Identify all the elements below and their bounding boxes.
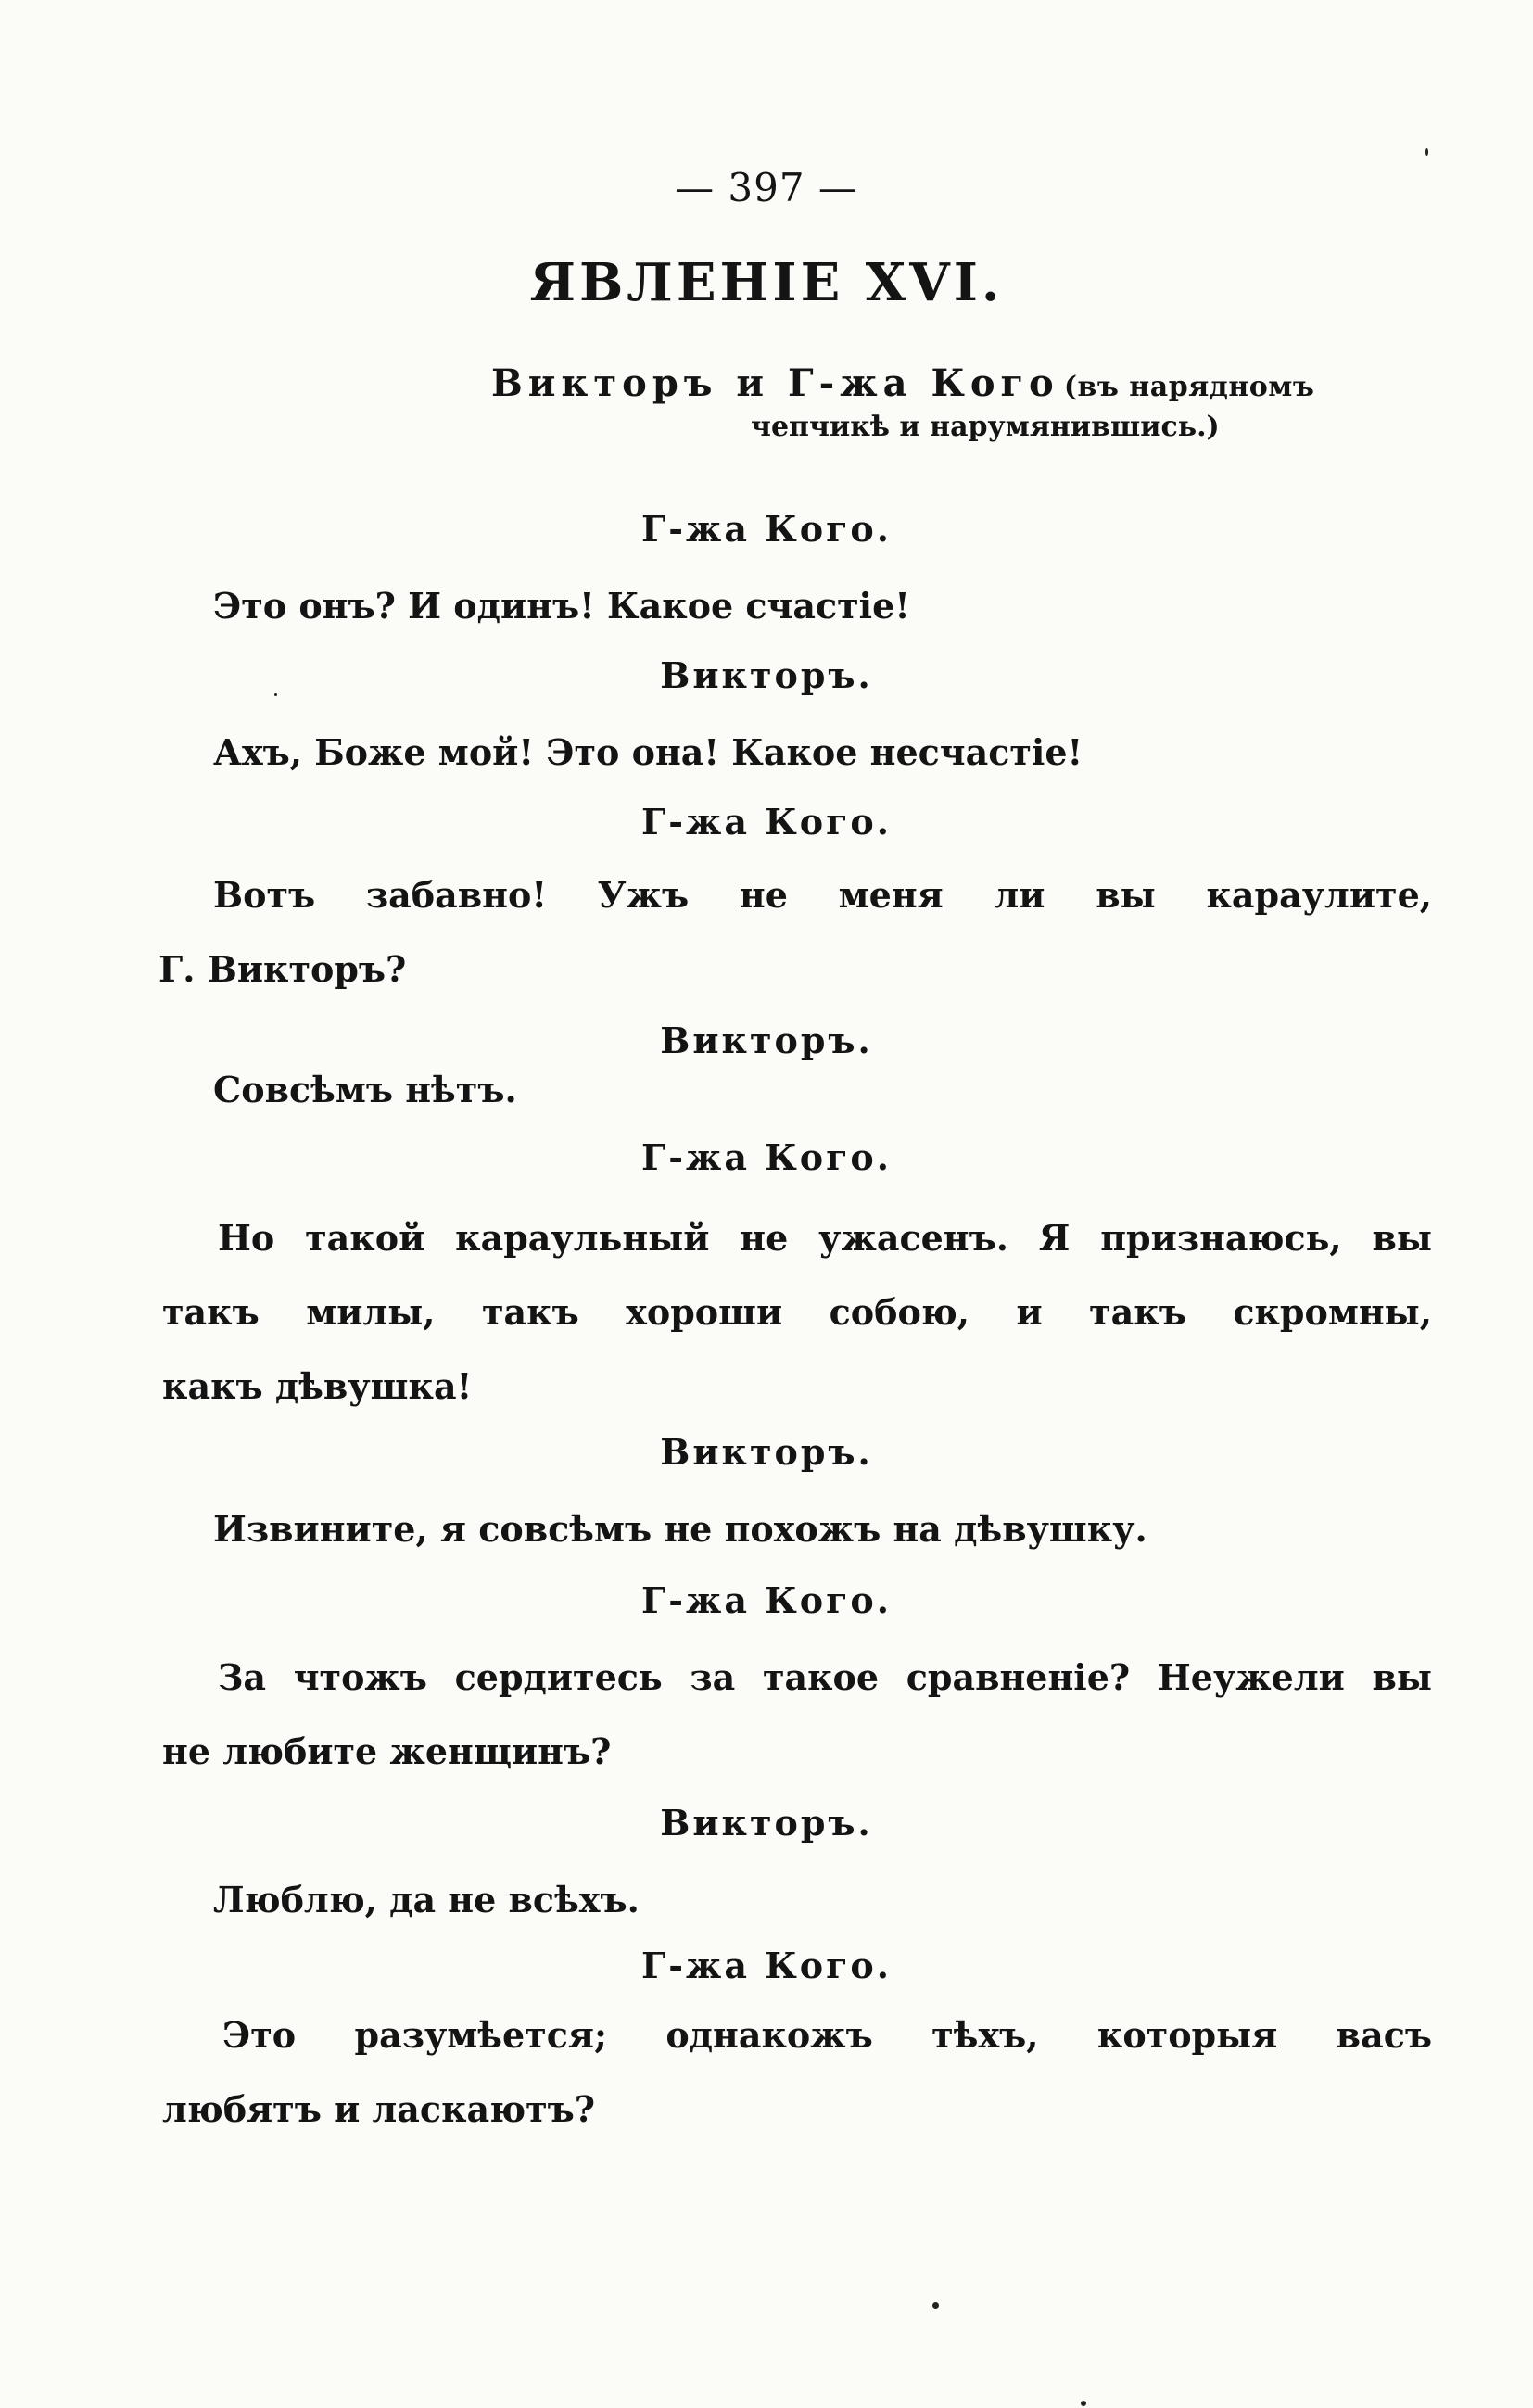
scene-title: ЯВЛЕНІЕ XVI. <box>529 252 1004 313</box>
speech-line: не любите женщинъ? <box>162 1730 612 1772</box>
cast-list <box>491 361 1418 443</box>
page-number: — 397 — <box>675 165 858 210</box>
stage-direction: (въ нарядномъ <box>1063 371 1315 403</box>
ink-speck <box>274 693 277 696</box>
speaker-name: Г-жа Кого. <box>640 1579 892 1621</box>
speaker-name: Викторъ. <box>660 654 873 696</box>
stage-direction-continued: чепчикѣ и нарумянившись.) <box>751 411 1220 443</box>
speech-line: Совсѣмъ нѣтъ. <box>213 1069 517 1110</box>
speech-text <box>162 1492 1432 1566</box>
speech-line: какъ дѣвушка! <box>162 1365 473 1407</box>
speech-line: Это разумѣется; однакожъ тѣхъ, которыя васъ <box>222 2014 1432 2056</box>
speech-text <box>162 1201 1432 1424</box>
speech-line: Это онъ? И одинъ! Какое счастіе! <box>213 585 910 627</box>
speaker-name: Г-жа Кого. <box>640 508 892 550</box>
speech-text <box>162 1641 1432 1789</box>
speech-line: такъ милы, такъ хороши собою, и такъ скромны, <box>162 1291 1432 1333</box>
speaker-name: Викторъ. <box>660 1431 873 1473</box>
speaker-name: Викторъ. <box>660 1802 873 1844</box>
speech-line: За чтожъ сердитесь за такое сравненіе? Неужели вы <box>218 1656 1432 1698</box>
speech-text <box>162 569 1432 643</box>
speaker-name: Г-жа Кого. <box>640 1945 892 1986</box>
speech-line: любятъ и ласкаютъ? <box>162 2088 596 2130</box>
speech-line: Вотъ забавно! Ужъ не меня ли вы караулите, <box>213 874 1432 916</box>
speech-line: Люблю, да не всѣхъ. <box>213 1879 640 1920</box>
ink-speck <box>1425 148 1428 156</box>
speaker-name: Викторъ. <box>660 1020 873 1061</box>
cast-names: Викторъ и Г-жа Кого <box>491 361 1059 405</box>
ink-speck <box>932 2302 939 2309</box>
speech-text <box>158 858 1432 1007</box>
speech-line: Но такой караульный не ужасенъ. Я признаюсь, вы <box>218 1217 1432 1259</box>
speech-line: Ахъ, Боже мой! Это она! Какое несчастіе! <box>213 731 1083 773</box>
speaker-name: Г-жа Кого. <box>640 1136 892 1178</box>
ink-speck <box>1081 2401 1086 2406</box>
speech-text <box>162 716 1432 790</box>
speech-line: Г. Викторъ? <box>158 948 407 990</box>
speech-text <box>162 1863 1432 1937</box>
speech-text <box>162 1998 1432 2147</box>
cast-line <box>491 361 1418 405</box>
speech-text <box>162 1053 1432 1127</box>
speech-line: Извините, я совсѣмъ не похожъ на дѣвушку. <box>213 1508 1147 1550</box>
speaker-name: Г-жа Кого. <box>640 801 892 843</box>
